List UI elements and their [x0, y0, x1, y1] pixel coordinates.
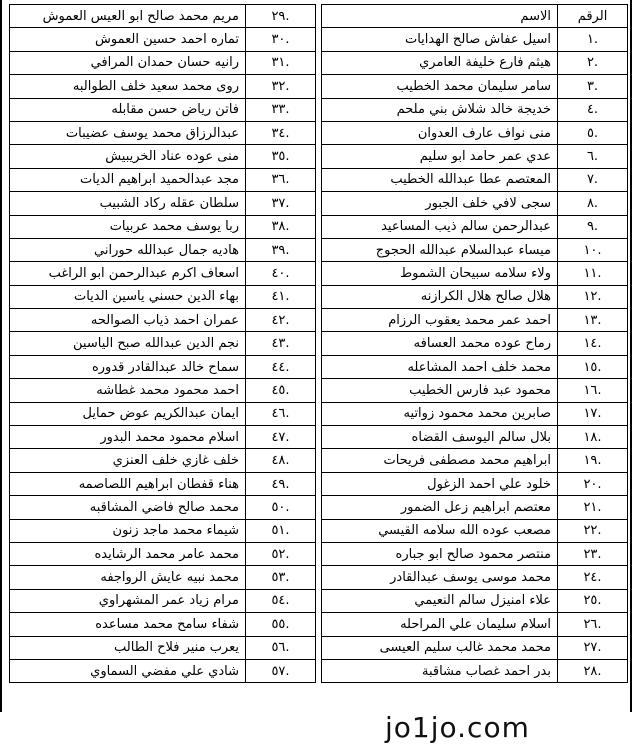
student-name: خلود علي احمد الزغول [322, 472, 558, 495]
row-number: .١٨ [558, 426, 628, 449]
table-row [10, 238, 316, 261]
student-name: هلال صالح هلال الكرازنه [322, 285, 558, 308]
table-row [322, 542, 628, 565]
table-row [322, 402, 628, 425]
table-row [10, 75, 316, 98]
site-watermark: jo1jo.com [385, 711, 530, 744]
table-row [322, 613, 628, 636]
row-number: .٧ [558, 168, 628, 191]
table-row [10, 145, 316, 168]
row-number: .٢٦ [558, 613, 628, 636]
table-row [10, 613, 316, 636]
names-table-right [321, 4, 628, 683]
student-name: محمد صالح فاضي المشاقبه [10, 496, 246, 519]
student-name: احمد عمر محمد يعقوب الرزام [322, 309, 558, 332]
table-row [10, 519, 316, 542]
table-row [10, 589, 316, 612]
table-row [322, 238, 628, 261]
row-number: .١٧ [558, 402, 628, 425]
student-name: ابراهيم محمد مصطفى فريحات [322, 449, 558, 472]
row-number: .٢٥ [558, 589, 628, 612]
row-number: .٢٤ [558, 566, 628, 589]
student-name: بلال سالم اليوسف القضاه [322, 426, 558, 449]
page-left-border [0, 0, 2, 712]
student-name: بدر احمد غصاب مشاقبة [322, 659, 558, 682]
row-number: .٣١ [246, 51, 316, 74]
row-number: .٤٠ [246, 262, 316, 285]
student-name: مريم محمد صالح ابو العيس العموش [10, 5, 246, 28]
table-row [322, 659, 628, 682]
student-name: مرام زياد عمر المشهراوي [10, 589, 246, 612]
row-number: .٦ [558, 145, 628, 168]
row-number: .٤٦ [246, 402, 316, 425]
student-name: احمد محمود محمد غطاشه [10, 379, 246, 402]
table-row [10, 5, 316, 28]
row-number: .٣٢ [246, 75, 316, 98]
row-number: .٨ [558, 192, 628, 215]
table-row [322, 262, 628, 285]
student-name: محمد عامر محمد الرشايده [10, 542, 246, 565]
row-number: .٤ [558, 98, 628, 121]
student-name: محمد موسى يوسف عبدالقادر [322, 566, 558, 589]
student-name: سجى لافي خلف الجبور [322, 192, 558, 215]
student-name: ولاء سلامه سبيحان الشموط [322, 262, 558, 285]
page-right-border [630, 0, 632, 712]
student-name: هاديه جمال عبدالله حوراني [10, 238, 246, 261]
student-name: شفاء سامح محمد مساعده [10, 613, 246, 636]
student-name: منى عوده عناد الخريبيش [10, 145, 246, 168]
row-number: .٢١ [558, 496, 628, 519]
table-row [322, 121, 628, 144]
row-number: .٤٨ [246, 449, 316, 472]
student-name: شيماء محمد ماجد زنون [10, 519, 246, 542]
table-row [10, 659, 316, 682]
student-name: فاتن رياض حسن مقابله [10, 98, 246, 121]
row-number: .١٥ [558, 355, 628, 378]
table-row [322, 51, 628, 74]
row-number: .٤٥ [246, 379, 316, 402]
table-row [322, 355, 628, 378]
student-name: محمد محمد غالب سليم العيسى [322, 636, 558, 659]
row-number: .٤٢ [246, 309, 316, 332]
row-number: .٢٠ [558, 472, 628, 495]
student-name: عبدالرزاق محمد يوسف عضيبات [10, 121, 246, 144]
row-number: .٣٩ [246, 238, 316, 261]
table-row [10, 309, 316, 332]
row-number: .٣٥ [246, 145, 316, 168]
row-number: .١٤ [558, 332, 628, 355]
table-row [10, 332, 316, 355]
student-name: صابرين محمد محمود زواتيه [322, 402, 558, 425]
student-name: ربا يوسف محمد عربيات [10, 215, 246, 238]
row-number: .٩ [558, 215, 628, 238]
table-row [10, 426, 316, 449]
row-number: .٤٧ [246, 426, 316, 449]
student-name: معتصم ابراهيم زعل الضمور [322, 496, 558, 519]
row-number: .٤٤ [246, 355, 316, 378]
table-row [322, 566, 628, 589]
row-number: .١٢ [558, 285, 628, 308]
table-row [322, 168, 628, 191]
row-number: .٢٢ [558, 519, 628, 542]
student-name: شادي علي مفضي السماوي [10, 659, 246, 682]
table-row [10, 168, 316, 191]
table-row [322, 75, 628, 98]
student-name: هناء قفطان ابراهيم اللصاصمه [10, 472, 246, 495]
student-name: سامر سليمان محمد الخطيب [322, 75, 558, 98]
row-number: .١١ [558, 262, 628, 285]
table-row [10, 51, 316, 74]
column-header-number: الرقم [558, 5, 628, 28]
table-row [10, 28, 316, 51]
names-table-left [9, 4, 316, 683]
row-number: .١ [558, 28, 628, 51]
student-name: خلف غازي خلف العنزي [10, 449, 246, 472]
student-name: محمد نبيه عايش الرواجفه [10, 566, 246, 589]
row-number: .١٠ [558, 238, 628, 261]
table-row [10, 98, 316, 121]
row-number: .١٣ [558, 309, 628, 332]
student-name: منتصر محمود صالح ابو جباره [322, 542, 558, 565]
row-number: .٥٢ [246, 542, 316, 565]
table-row [322, 449, 628, 472]
row-number: .٥١ [246, 519, 316, 542]
table-row [10, 542, 316, 565]
row-number: .٥٧ [246, 659, 316, 682]
table-row [10, 192, 316, 215]
student-name: نجم الدين عبدالله صبح الياسين [10, 332, 246, 355]
row-number: .٣٦ [246, 168, 316, 191]
student-name: رانيه حسان حمدان المرافي [10, 51, 246, 74]
row-number: .٤١ [246, 285, 316, 308]
table-row [322, 589, 628, 612]
student-name: سماح خالد عبدالقادر قدوره [10, 355, 246, 378]
table-row [10, 262, 316, 285]
row-number: .٣٨ [246, 215, 316, 238]
row-number: .٣٤ [246, 121, 316, 144]
student-name: اسلام سليمان علي المراحله [322, 613, 558, 636]
row-number: .٢٣ [558, 542, 628, 565]
row-number: .٣٧ [246, 192, 316, 215]
row-number: .١٦ [558, 379, 628, 402]
table-row [322, 472, 628, 495]
table-row [10, 121, 316, 144]
student-name: روى محمد سعيد خلف الطوالبه [10, 75, 246, 98]
student-name: يعرب منير فلاح الطالب [10, 636, 246, 659]
table-row [322, 332, 628, 355]
student-name: محمود عبد فارس الخطيب [322, 379, 558, 402]
student-name: محمد خلف احمد المشاعله [322, 355, 558, 378]
table-row [10, 285, 316, 308]
student-name: سلطان عقله ركاد الشبيب [10, 192, 246, 215]
table-row [322, 192, 628, 215]
row-number: .٥ [558, 121, 628, 144]
row-number: .٥٠ [246, 496, 316, 519]
student-name: عبدالرحمن سالم ذيب المساعيد [322, 215, 558, 238]
row-number: .٤٩ [246, 472, 316, 495]
row-number: .١٩ [558, 449, 628, 472]
table-row [10, 472, 316, 495]
row-number: .٢٨ [558, 659, 628, 682]
student-name: رماح عوده محمد العسافه [322, 332, 558, 355]
row-number: .٣٣ [246, 98, 316, 121]
table-row [10, 636, 316, 659]
table-row [322, 215, 628, 238]
student-name: مصعب عوده الله سلامه القيسي [322, 519, 558, 542]
row-number: .٢٩ [246, 5, 316, 28]
table-row [10, 496, 316, 519]
row-number: .٣ [558, 75, 628, 98]
row-number: .٢ [558, 51, 628, 74]
student-name: منى نواف عارف العدوان [322, 121, 558, 144]
row-number: .٤٣ [246, 332, 316, 355]
table-row [10, 402, 316, 425]
student-name: اسيل عفاش صالح الهدايات [322, 28, 558, 51]
student-name: خديجة خالد شلاش بني ملحم [322, 98, 558, 121]
table-row [322, 28, 628, 51]
table-header-row [322, 5, 628, 28]
table-row [10, 449, 316, 472]
table-row [322, 98, 628, 121]
table-row [322, 496, 628, 519]
student-name: اسعاف اكرم عبدالرحمن ابو الراغب [10, 262, 246, 285]
table-row [10, 215, 316, 238]
table-row [322, 309, 628, 332]
student-name: عمران احمد ذياب الصوالحه [10, 309, 246, 332]
row-number: .٥٤ [246, 589, 316, 612]
table-row [10, 566, 316, 589]
row-number: .٥٥ [246, 613, 316, 636]
table-row [322, 379, 628, 402]
student-name: هيثم فارع خليفة العامري [322, 51, 558, 74]
row-number: .٣٠ [246, 28, 316, 51]
student-name: علاء امنيزل سالم النعيمي [322, 589, 558, 612]
student-name: ايمان عبدالكريم عوض حمايل [10, 402, 246, 425]
student-name: بهاء الدين حسني ياسين الديات [10, 285, 246, 308]
student-name: ميساء عبدالسلام عبدالله الحجوج [322, 238, 558, 261]
table-row [322, 285, 628, 308]
table-row [10, 355, 316, 378]
row-number: .٥٣ [246, 566, 316, 589]
table-row [322, 426, 628, 449]
table-row [322, 519, 628, 542]
table-row [322, 636, 628, 659]
row-number: .٥٦ [246, 636, 316, 659]
student-name: عدي عمر حامد ابو سليم [322, 145, 558, 168]
table-row [322, 145, 628, 168]
column-header-name: الاسم [322, 5, 558, 28]
student-name: تماره احمد حسين العموش [10, 28, 246, 51]
row-number: .٢٧ [558, 636, 628, 659]
table-row [10, 379, 316, 402]
student-name: المعتصم عطا عبدالله الخطيب [322, 168, 558, 191]
student-name: مجد عبدالحميد ابراهيم الديات [10, 168, 246, 191]
student-name: اسلام محمود محمد البدور [10, 426, 246, 449]
